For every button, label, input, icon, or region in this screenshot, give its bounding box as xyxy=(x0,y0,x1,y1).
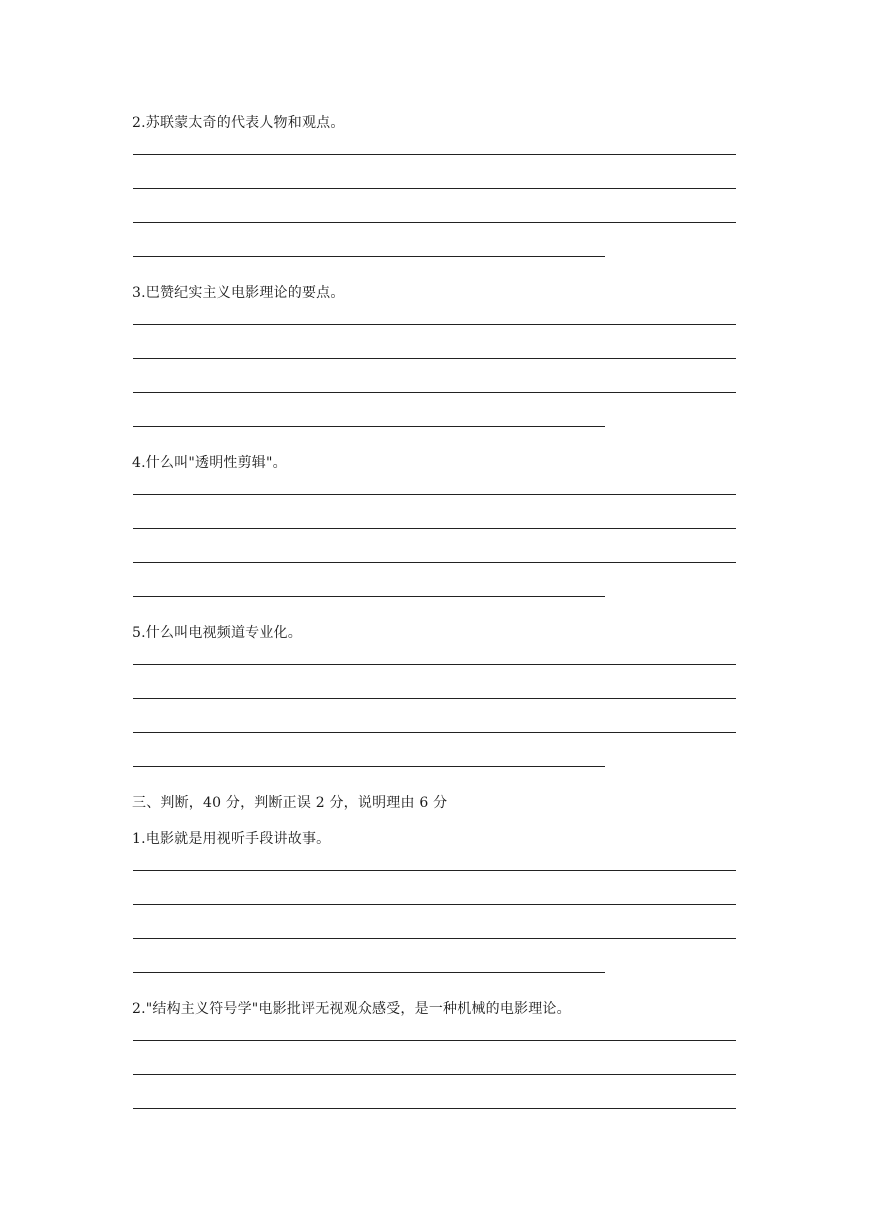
answer-line xyxy=(133,256,605,257)
answer-line xyxy=(133,188,736,189)
answer-line xyxy=(133,1108,736,1109)
answer-line xyxy=(133,392,736,393)
answer-line xyxy=(133,222,736,223)
question-4-text: 4.什么叫"透明性剪辑"。 xyxy=(132,455,287,471)
answer-line xyxy=(133,358,736,359)
answer-line xyxy=(133,596,605,597)
answer-line xyxy=(133,732,736,733)
answer-line xyxy=(133,938,736,939)
answer-line xyxy=(133,426,605,427)
answer-line xyxy=(133,154,736,155)
answer-line xyxy=(133,870,736,871)
question-2-text: 2.苏联蒙太奇的代表人物和观点。 xyxy=(132,115,345,131)
answer-line xyxy=(133,324,736,325)
answer-line xyxy=(133,664,736,665)
answer-line xyxy=(133,904,736,905)
answer-line xyxy=(133,528,736,529)
answer-line xyxy=(133,1074,736,1075)
judgement-1-text: 1.电影就是用视听手段讲故事。 xyxy=(132,831,331,847)
answer-line xyxy=(133,1040,736,1041)
answer-line xyxy=(133,494,736,495)
answer-line xyxy=(133,698,736,699)
judgement-2-text: 2."结构主义符号学"电影批评无视观众感受，是一种机械的电影理论。 xyxy=(132,1001,571,1017)
answer-line xyxy=(133,766,605,767)
question-3-text: 3.巴赞纪实主义电影理论的要点。 xyxy=(132,285,345,301)
answer-line xyxy=(133,562,736,563)
section-3-heading: 三、判断，40 分，判断正误 2 分，说明理由 6 分 xyxy=(132,795,448,811)
answer-line xyxy=(133,972,605,973)
question-5-text: 5.什么叫电视频道专业化。 xyxy=(132,625,302,641)
